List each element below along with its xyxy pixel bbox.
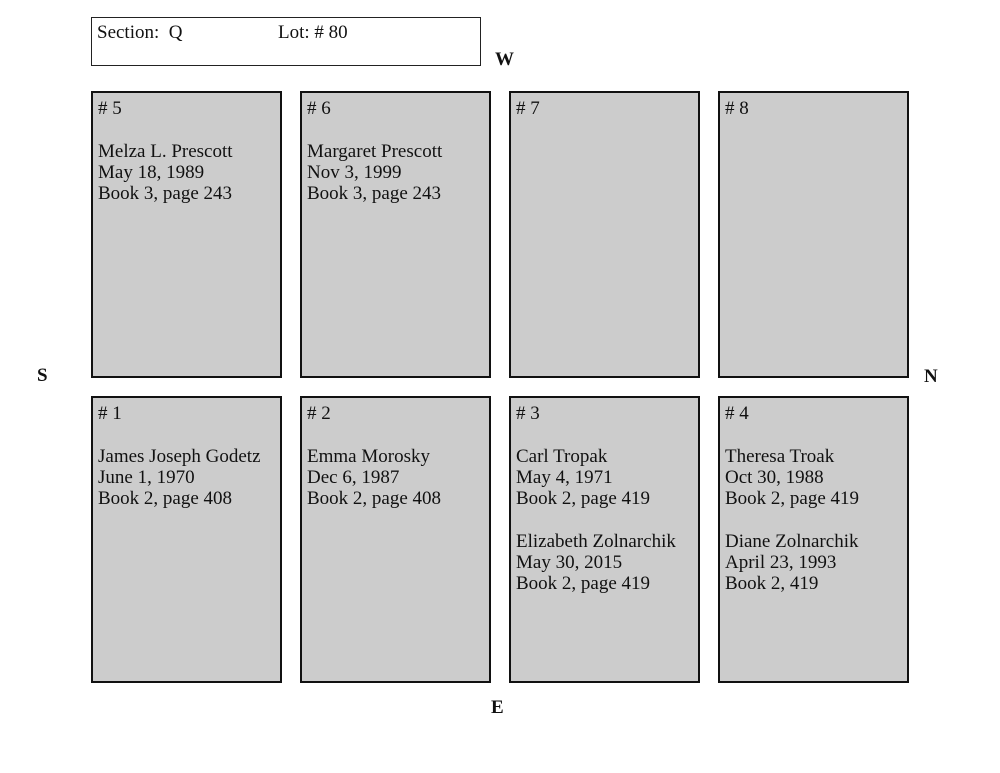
burial-date: May 30, 2015 xyxy=(516,552,623,573)
plot-4 xyxy=(718,396,909,683)
burial-entry xyxy=(98,446,280,509)
interred-name: Diane Zolnarchik xyxy=(725,531,859,552)
burial-entry xyxy=(307,141,489,204)
record-reference: Book 2, 419 xyxy=(725,573,819,594)
interred-name: James Joseph Godetz xyxy=(98,446,261,467)
lot-header-box xyxy=(91,17,481,66)
plot-5 xyxy=(91,91,282,378)
section-label: Section: Q xyxy=(97,22,183,43)
lot-number-label: Lot: # 80 xyxy=(278,22,348,43)
burial-entry xyxy=(516,446,698,509)
compass-south-label: S xyxy=(37,365,48,386)
burial-date: Nov 3, 1999 xyxy=(307,162,402,183)
plot-entries xyxy=(98,446,280,531)
plot-7 xyxy=(509,91,700,378)
plot-entries xyxy=(98,141,280,226)
plot-entries xyxy=(516,446,698,616)
plot-number: # 8 xyxy=(725,98,749,119)
record-reference: Book 2, page 419 xyxy=(516,573,651,594)
burial-entry xyxy=(98,141,280,204)
plot-number: # 1 xyxy=(98,403,122,424)
compass-west-label: W xyxy=(495,49,514,70)
record-reference: Book 3, page 243 xyxy=(98,183,233,204)
plot-1 xyxy=(91,396,282,683)
plot-2 xyxy=(300,396,491,683)
compass-north-label: N xyxy=(924,366,938,387)
record-reference: Book 3, page 243 xyxy=(307,183,442,204)
burial-date: May 18, 1989 xyxy=(98,162,205,183)
burial-entry xyxy=(725,531,907,594)
record-reference: Book 2, page 419 xyxy=(516,488,651,509)
record-reference: Book 2, page 408 xyxy=(307,488,442,509)
plot-8 xyxy=(718,91,909,378)
interred-name: Melza L. Prescott xyxy=(98,141,233,162)
interred-name: Theresa Troak xyxy=(725,446,835,467)
record-reference: Book 2, page 419 xyxy=(725,488,860,509)
plot-number: # 5 xyxy=(98,98,122,119)
plot-entries xyxy=(307,141,489,226)
plot-3 xyxy=(509,396,700,683)
burial-date: April 23, 1993 xyxy=(725,552,837,573)
plot-number: # 3 xyxy=(516,403,540,424)
plot-6 xyxy=(300,91,491,378)
burial-entry xyxy=(516,531,698,594)
burial-date: Oct 30, 1988 xyxy=(725,467,824,488)
interred-name: Emma Morosky xyxy=(307,446,430,467)
record-reference: Book 2, page 408 xyxy=(98,488,233,509)
burial-date: May 4, 1971 xyxy=(516,467,613,488)
burial-entry xyxy=(725,446,907,509)
plot-number: # 7 xyxy=(516,98,540,119)
plot-entries xyxy=(725,446,907,616)
plot-number: # 2 xyxy=(307,403,331,424)
interred-name: Carl Tropak xyxy=(516,446,608,467)
interred-name: Margaret Prescott xyxy=(307,141,443,162)
burial-entry xyxy=(307,446,489,509)
compass-east-label: E xyxy=(491,697,504,718)
plot-number: # 4 xyxy=(725,403,749,424)
burial-date: Dec 6, 1987 xyxy=(307,467,400,488)
burial-date: June 1, 1970 xyxy=(98,467,195,488)
plot-number: # 6 xyxy=(307,98,331,119)
plot-entries xyxy=(307,446,489,531)
interred-name: Elizabeth Zolnarchik xyxy=(516,531,676,552)
